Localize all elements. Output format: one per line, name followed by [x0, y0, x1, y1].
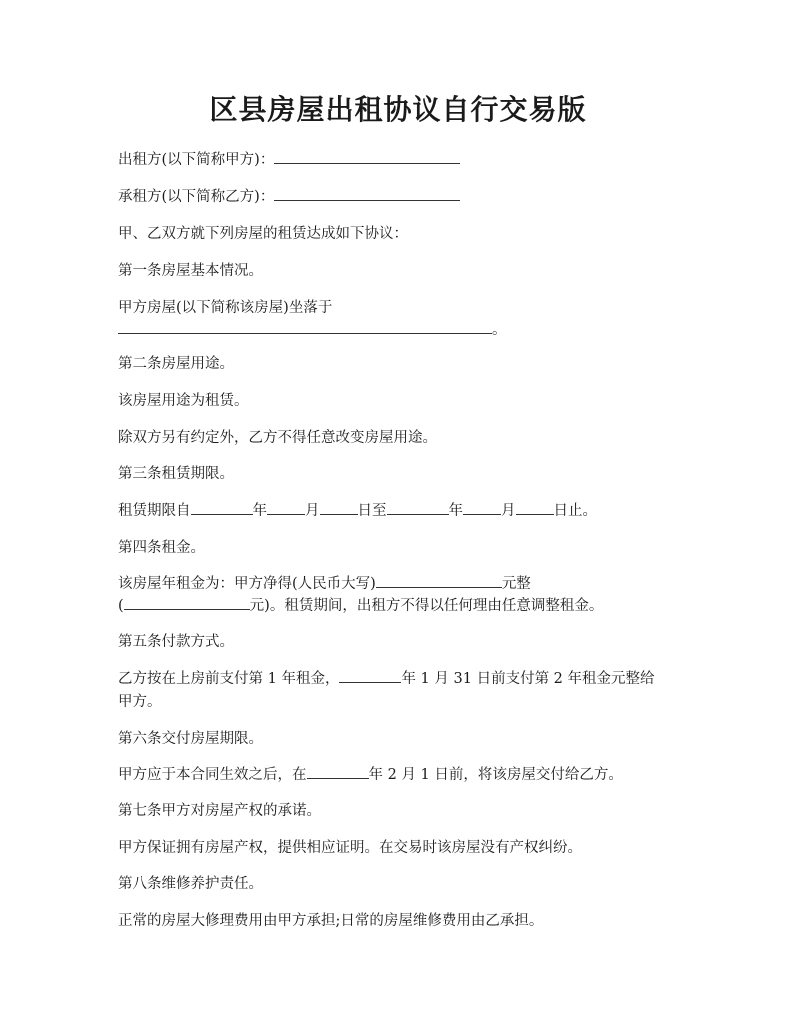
article-1-address-line: [118, 318, 507, 342]
day-to-label: 日至: [357, 503, 387, 519]
article-1-heading: 第一条房屋基本情况。: [118, 263, 263, 279]
term-from-label: 租赁期限自: [118, 503, 191, 519]
article-2-text-1: 该房屋用途为租赁。: [118, 393, 249, 409]
delivery-year-blank: [307, 764, 369, 779]
rent-unit-label: 元整: [501, 576, 531, 592]
rent-paren-open: (: [118, 598, 124, 614]
day-end-label: 日止。: [553, 503, 597, 519]
article-8-heading: 第八条维修养护责任。: [118, 876, 263, 892]
rent-label: 该房屋年租金为：甲方净得(人民币大写): [118, 576, 376, 592]
lessee-line: [118, 185, 460, 209]
start-month-blank: [267, 500, 305, 515]
rent-clause-text: 元)。租赁期间，出租方不得以任何理由任意调整租金。: [249, 598, 604, 614]
delivery-text-a: 甲方应于本合同生效之后，在: [118, 767, 307, 783]
article-3-term-line: [118, 499, 597, 523]
article-1-end: 。: [492, 322, 507, 338]
article-1-text: 甲方房屋(以下简称该房屋)坐落于: [118, 300, 333, 316]
document-title: 区县房屋出租协议自行交易版: [209, 93, 587, 126]
end-month-blank: [463, 500, 501, 515]
article-5-line-1: [118, 667, 655, 691]
rent-number-blank: [124, 595, 250, 610]
month-label: 月: [305, 503, 320, 519]
article-3-heading: 第三条租赁期限。: [118, 466, 234, 482]
month-label: 月: [501, 503, 516, 519]
lessor-blank: [274, 149, 460, 164]
start-year-blank: [191, 500, 253, 515]
end-day-blank: [516, 500, 554, 515]
start-day-blank: [320, 500, 358, 515]
article-4-rent-line-2: [118, 594, 603, 618]
article-2-text-2: 除双方另有约定外，乙方不得任意改变房屋用途。: [118, 430, 437, 446]
article-5-line-2: 甲方。: [118, 694, 162, 710]
article-7-text: 甲方保证拥有房屋产权，提供相应证明。在交易时该房屋没有产权纠纷。: [118, 840, 582, 856]
year-label: 年: [448, 503, 463, 519]
article-6-text: [118, 763, 623, 787]
lessor-label: 出租方(以下简称甲方)：: [118, 152, 275, 168]
address-blank: [118, 319, 492, 334]
article-8-text: 正常的房屋大修理费用由甲方承担;日常的房屋维修费用由乙承担。: [118, 913, 544, 929]
article-4-rent-line-1: [118, 572, 531, 596]
article-5-heading: 第五条付款方式。: [118, 634, 234, 650]
lessee-label: 承租方(以下简称乙方)：: [118, 189, 275, 205]
year-label: 年: [252, 503, 267, 519]
payment-year-blank: [339, 668, 401, 683]
payment-text-a: 乙方按在上房前支付第 1 年租金，: [118, 671, 340, 687]
end-year-blank: [387, 500, 449, 515]
article-4-heading: 第四条租金。: [118, 540, 205, 556]
article-7-heading: 第七条甲方对房屋产权的承诺。: [118, 803, 321, 819]
rent-words-blank: [376, 573, 502, 588]
article-6-heading: 第六条交付房屋期限。: [118, 731, 263, 747]
intro-line: 甲、乙双方就下列房屋的租赁达成如下协议：: [118, 226, 408, 242]
lessor-line: [118, 148, 460, 172]
payment-text-b: 年 1 月 31 日前支付第 2 年租金元整给: [401, 671, 655, 687]
lessee-blank: [274, 186, 460, 201]
article-2-heading: 第二条房屋用途。: [118, 356, 234, 372]
delivery-text-b: 年 2 月 1 日前，将该房屋交付给乙方。: [368, 767, 623, 783]
